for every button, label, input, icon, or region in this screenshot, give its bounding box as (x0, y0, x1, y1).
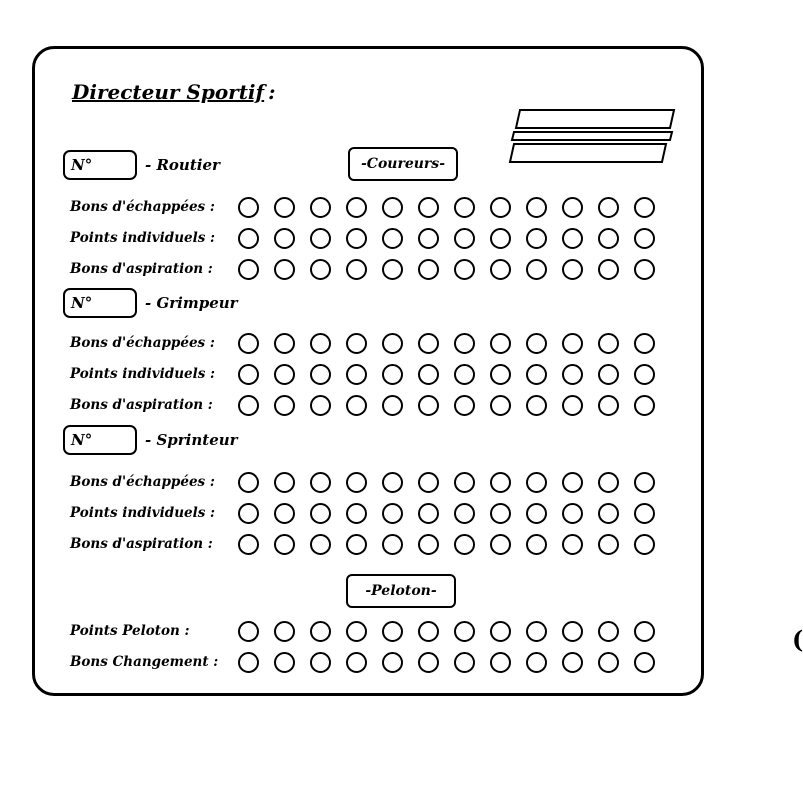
score-circle[interactable] (490, 472, 511, 493)
score-circle[interactable] (562, 333, 583, 354)
score-circle[interactable] (454, 228, 475, 249)
score-circle[interactable] (526, 472, 547, 493)
score-circle[interactable] (454, 503, 475, 524)
score-circle[interactable] (238, 621, 259, 642)
score-circle[interactable] (346, 333, 367, 354)
score-circle[interactable] (346, 395, 367, 416)
row-label: Bons d'échappées : (70, 199, 215, 215)
score-circle[interactable] (346, 197, 367, 218)
row-label: Points Peloton : (70, 623, 190, 639)
score-circle[interactable] (598, 228, 619, 249)
score-circle[interactable] (238, 652, 259, 673)
score-circle[interactable] (382, 652, 403, 673)
rider-routier-row-slipstream (70, 256, 655, 282)
score-circle[interactable] (562, 503, 583, 524)
score-circle[interactable] (490, 197, 511, 218)
score-circle[interactable] (634, 621, 655, 642)
rider-sprinteur-row-breakaway (70, 469, 655, 495)
score-circle[interactable] (310, 259, 331, 280)
score-circle[interactable] (274, 621, 295, 642)
score-circle[interactable] (310, 652, 331, 673)
score-circle[interactable] (526, 503, 547, 524)
score-circle[interactable] (490, 259, 511, 280)
score-circle[interactable] (418, 259, 439, 280)
score-circle[interactable] (310, 395, 331, 416)
row-label: Bons Changement : (70, 654, 219, 670)
score-circle[interactable] (454, 364, 475, 385)
score-circle[interactable] (346, 364, 367, 385)
score-circle[interactable] (418, 534, 439, 555)
row-label: Bons d'échappées : (70, 335, 215, 351)
score-circle[interactable] (562, 228, 583, 249)
rider-type-label-grimpeur: - Grimpeur (145, 294, 238, 312)
peloton-row-change (70, 649, 655, 675)
score-circle[interactable] (634, 472, 655, 493)
score-circle[interactable] (526, 621, 547, 642)
score-circle[interactable] (490, 652, 511, 673)
rider-type-label-routier: - Routier (145, 156, 220, 174)
score-circle[interactable] (418, 395, 439, 416)
score-circle[interactable] (418, 228, 439, 249)
score-circle[interactable] (562, 621, 583, 642)
score-circle[interactable] (238, 364, 259, 385)
circle-track (238, 472, 655, 493)
score-circle[interactable] (598, 534, 619, 555)
rider-header-grimpeur (63, 286, 238, 320)
score-circle[interactable] (526, 652, 547, 673)
score-circle[interactable] (598, 197, 619, 218)
score-circle[interactable] (634, 333, 655, 354)
score-circle[interactable] (454, 652, 475, 673)
score-circle[interactable] (346, 621, 367, 642)
row-label: Bons d'aspiration : (70, 261, 213, 277)
score-circle[interactable] (490, 333, 511, 354)
score-circle[interactable] (310, 621, 331, 642)
rider-number-field-grimpeur[interactable]: N° (63, 288, 137, 318)
rider-sprinteur-row-slipstream (70, 531, 655, 557)
rider-sprinteur-row-points (70, 500, 655, 526)
score-circle[interactable] (562, 259, 583, 280)
score-circle[interactable] (274, 197, 295, 218)
score-circle[interactable] (454, 621, 475, 642)
score-circle[interactable] (526, 364, 547, 385)
score-circle[interactable] (238, 197, 259, 218)
circle-track (238, 534, 655, 555)
row-label: Bons d'aspiration : (70, 397, 213, 413)
rider-header-sprinteur (63, 423, 238, 457)
score-circle[interactable] (418, 472, 439, 493)
score-circle[interactable] (382, 621, 403, 642)
score-circle[interactable] (274, 503, 295, 524)
score-circle[interactable] (274, 472, 295, 493)
score-circle[interactable] (490, 534, 511, 555)
score-circle[interactable] (382, 259, 403, 280)
score-circle[interactable] (562, 395, 583, 416)
score-circle[interactable] (598, 621, 619, 642)
rider-header-routier (63, 148, 220, 182)
score-circle[interactable] (238, 228, 259, 249)
score-circle[interactable] (346, 503, 367, 524)
score-circle[interactable] (634, 228, 655, 249)
score-circle[interactable] (310, 197, 331, 218)
score-circle[interactable] (562, 652, 583, 673)
circle-track (238, 652, 655, 673)
score-circle[interactable] (238, 472, 259, 493)
circle-track (238, 621, 655, 642)
score-circle[interactable] (274, 395, 295, 416)
rider-number-field-sprinteur[interactable]: N° (63, 425, 137, 455)
score-circle[interactable] (238, 259, 259, 280)
score-circle[interactable] (274, 364, 295, 385)
score-circle[interactable] (598, 652, 619, 673)
score-circle[interactable] (454, 472, 475, 493)
row-label: Points individuels : (70, 505, 216, 521)
score-circle[interactable] (562, 472, 583, 493)
score-circle[interactable] (598, 472, 619, 493)
score-circle[interactable] (526, 333, 547, 354)
score-circle[interactable] (418, 197, 439, 218)
score-circle[interactable] (490, 503, 511, 524)
row-label: Bons d'aspiration : (70, 536, 213, 552)
score-circle[interactable] (454, 333, 475, 354)
row-label: Points individuels : (70, 230, 216, 246)
score-circle[interactable] (382, 503, 403, 524)
rider-routier-row-breakaway (70, 194, 655, 220)
circle-track (238, 395, 655, 416)
score-circle[interactable] (526, 228, 547, 249)
score-circle[interactable] (382, 197, 403, 218)
score-circle[interactable] (238, 534, 259, 555)
score-circle[interactable] (562, 364, 583, 385)
score-circle[interactable] (238, 333, 259, 354)
score-circle[interactable] (274, 652, 295, 673)
score-circle[interactable] (310, 228, 331, 249)
score-circle[interactable] (526, 259, 547, 280)
score-circle[interactable] (310, 534, 331, 555)
score-circle[interactable] (310, 364, 331, 385)
score-circle[interactable] (454, 534, 475, 555)
circle-track (238, 503, 655, 524)
title-colon: : (268, 80, 276, 104)
score-circle[interactable] (562, 197, 583, 218)
score-circle[interactable] (526, 395, 547, 416)
circle-track (238, 228, 655, 249)
circle-track (238, 197, 655, 218)
score-circle[interactable] (382, 472, 403, 493)
score-circle[interactable] (598, 259, 619, 280)
peloton-row-points (70, 618, 655, 644)
score-circle[interactable] (382, 364, 403, 385)
director-title: Directeur Sportif (72, 80, 265, 104)
score-circle[interactable] (634, 395, 655, 416)
circle-track (238, 364, 655, 385)
edge-mark: ( (792, 625, 803, 654)
circle-track (238, 333, 655, 354)
rider-routier-row-points (70, 225, 655, 251)
score-circle[interactable] (238, 503, 259, 524)
score-circle[interactable] (274, 228, 295, 249)
score-circle[interactable] (490, 228, 511, 249)
rider-grimpeur-row-points (70, 361, 655, 387)
score-circle[interactable] (382, 228, 403, 249)
circle-track (238, 259, 655, 280)
score-circle[interactable] (418, 364, 439, 385)
score-circle[interactable] (526, 534, 547, 555)
score-circle[interactable] (634, 503, 655, 524)
score-circle[interactable] (598, 333, 619, 354)
team-stripes-icon (508, 106, 678, 166)
score-circle[interactable] (634, 652, 655, 673)
score-circle[interactable] (346, 228, 367, 249)
row-label: Points individuels : (70, 366, 216, 382)
score-circle[interactable] (490, 364, 511, 385)
score-circle[interactable] (562, 534, 583, 555)
score-circle[interactable] (454, 197, 475, 218)
score-circle[interactable] (382, 534, 403, 555)
score-circle[interactable] (274, 534, 295, 555)
score-circle[interactable] (634, 364, 655, 385)
score-circle[interactable] (490, 621, 511, 642)
score-circle[interactable] (418, 333, 439, 354)
row-label: Bons d'échappées : (70, 474, 215, 490)
riders-section-label: -Coureurs- (348, 147, 458, 181)
score-circle[interactable] (346, 534, 367, 555)
peloton-section-label: -Peloton- (346, 574, 456, 608)
score-circle[interactable] (418, 621, 439, 642)
score-circle[interactable] (346, 472, 367, 493)
score-circle[interactable] (274, 259, 295, 280)
score-circle[interactable] (634, 259, 655, 280)
rider-type-label-sprinteur: - Sprinteur (145, 431, 238, 449)
score-circle[interactable] (490, 395, 511, 416)
score-circle[interactable] (598, 395, 619, 416)
score-circle[interactable] (346, 259, 367, 280)
score-circle[interactable] (310, 503, 331, 524)
page-title (72, 80, 276, 104)
score-circle[interactable] (526, 197, 547, 218)
score-circle[interactable] (310, 333, 331, 354)
score-circle[interactable] (634, 197, 655, 218)
score-circle[interactable] (382, 333, 403, 354)
score-circle[interactable] (238, 395, 259, 416)
rider-grimpeur-row-breakaway (70, 330, 655, 356)
score-circle[interactable] (598, 503, 619, 524)
score-circle[interactable] (346, 652, 367, 673)
score-circle[interactable] (418, 503, 439, 524)
score-circle[interactable] (454, 395, 475, 416)
score-circle[interactable] (382, 395, 403, 416)
rider-number-field-routier[interactable]: N° (63, 150, 137, 180)
score-circle[interactable] (274, 333, 295, 354)
score-circle[interactable] (598, 364, 619, 385)
score-circle[interactable] (310, 472, 331, 493)
score-circle[interactable] (418, 652, 439, 673)
score-circle[interactable] (454, 259, 475, 280)
rider-grimpeur-row-slipstream (70, 392, 655, 418)
score-circle[interactable] (634, 534, 655, 555)
